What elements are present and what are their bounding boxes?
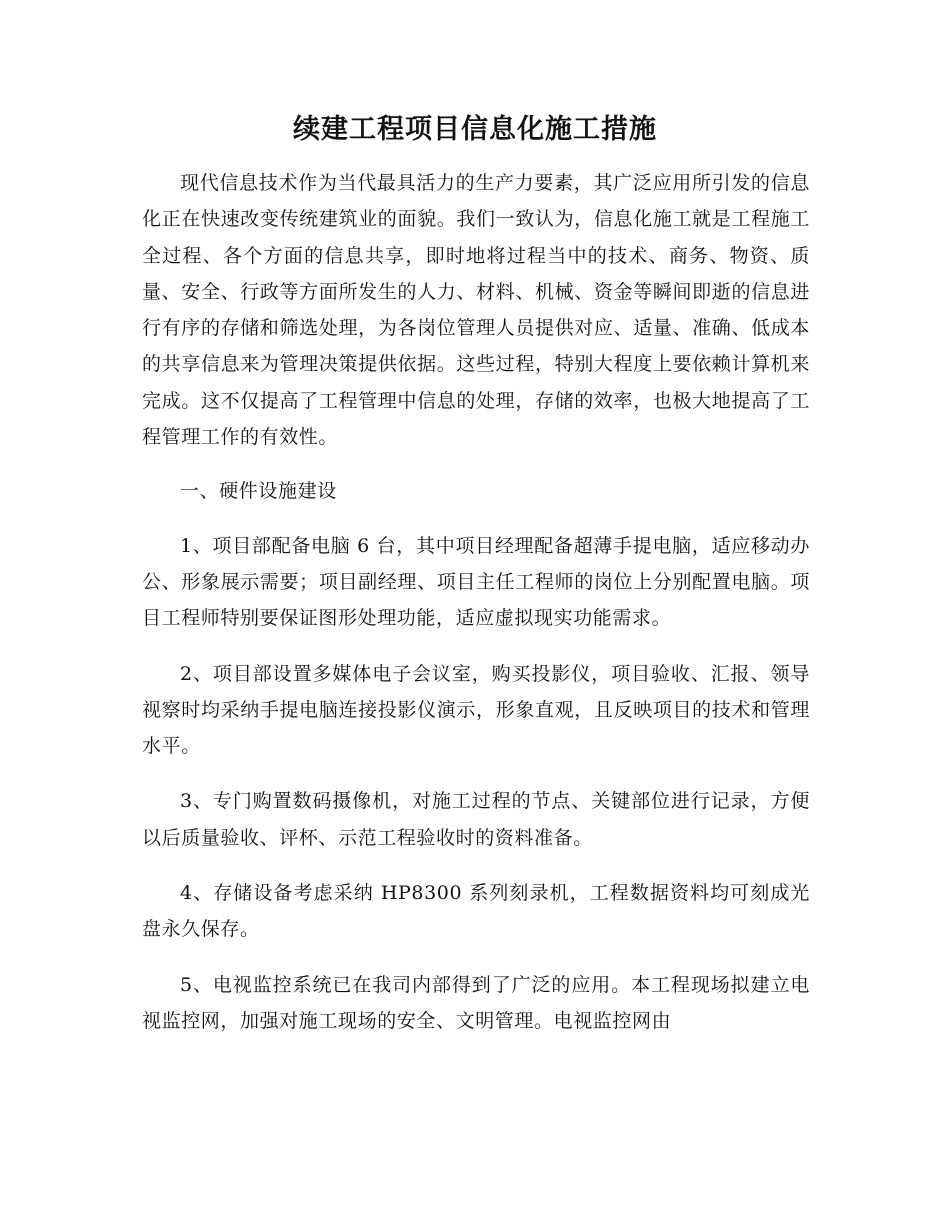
document-body <box>142 165 810 1039</box>
section-heading-hardware: 一、硬件设施建设 <box>180 480 337 503</box>
paragraph-item-5: 5、电视监控系统已在我司内部得到了广泛的应用。本工程现场拟建立电视监控网，加强对施工现场的安全、文明管理。电视监控网由 <box>142 973 810 1032</box>
document-title: 续建工程项目信息化施工措施 <box>293 114 657 145</box>
paragraph-item-4: 4、存储设备考虑采纳 HP8300 系列刻录机，工程数据资料均可刻成光盘永久保存。 <box>142 882 810 941</box>
paragraph-item-2: 2、项目部设置多媒体电子会议室，购买投影仪，项目验收、汇报、领导视察时均采纳手提电脑连接投影仪演示，形象直观，且反映项目的技术和管理水平。 <box>142 662 810 758</box>
paragraph-item-1: 1、项目部配备电脑 6 台，其中项目经理配备超薄手提电脑，适应移动办公、形象展示需要；项目副经理、项目主任工程师的岗位上分别配置电脑。项目工程师特别要保证图形处理功能，适应虚拟现实功能需求。 <box>142 534 810 630</box>
paragraph-item-3: 3、专门购置数码摄像机，对施工过程的节点、关键部位进行记录，方便以后质量验收、评杯、示范工程验收时的资料准备。 <box>142 790 810 849</box>
paragraph-intro: 现代信息技术作为当代最具活力的生产力要素，其广泛应用所引发的信息化正在快速改变传统建筑业的面貌。我们一致认为，信息化施工就是工程施工全过程、各个方面的信息共享，即时地将过程当中的技术、商务、物资、质量、安全、行政等方面所发生的人力、材料、机械、资金等瞬间即逝的信息进行有序的存储和筛选处理，为各岗位管理人员提供对应、适量、准确、低成本的共享信息来为管理决策提供依据。这些过程，特别大程度上要依赖计算机来完成。这不仅提高了工程管理中信息的处理，存储的效率，也极大地提高了工程管理工作的有效性。 <box>142 172 810 449</box>
